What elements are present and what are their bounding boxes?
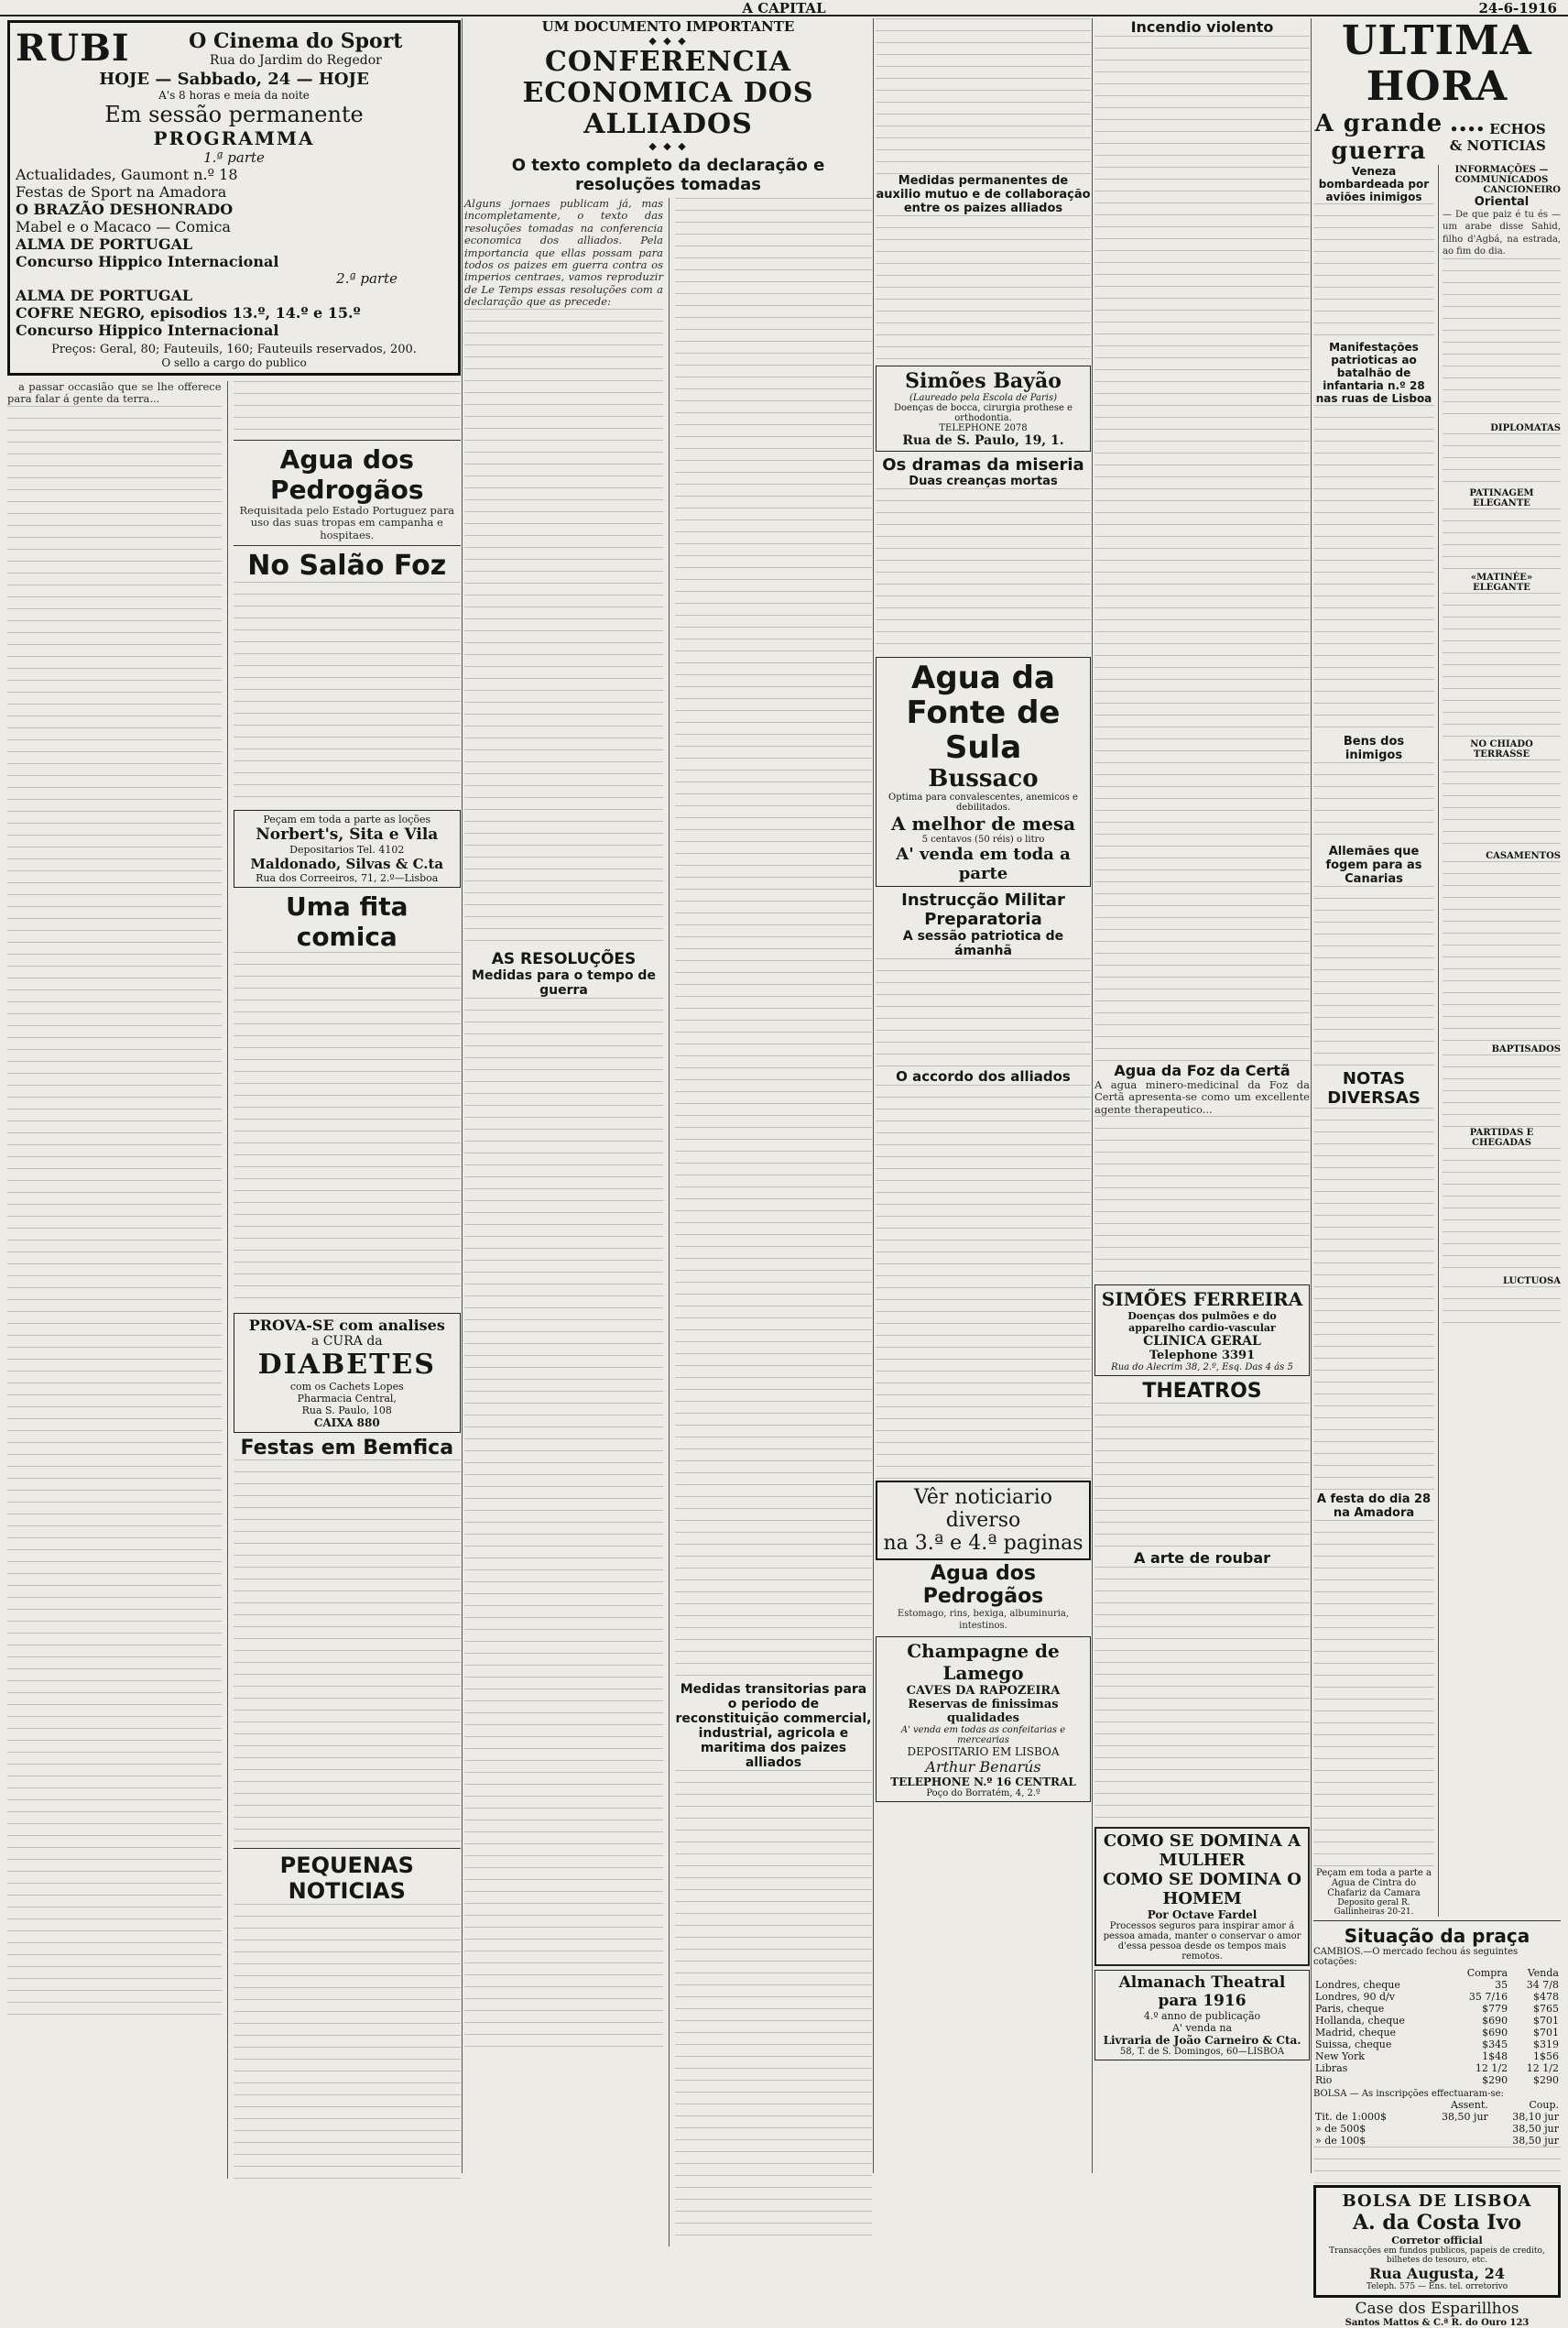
- table-cell: 12 1/2: [1526, 2062, 1559, 2074]
- ad-line: Poço do Borratém, 4, 2.º: [926, 1787, 1040, 1798]
- ad-line: A' venda em toda a parte: [896, 845, 1071, 883]
- ad-line: Norbert's, Sita e Vila: [256, 825, 439, 845]
- table-cell: Suissa, cheque: [1315, 2038, 1392, 2050]
- cinema-item: ALMA DE PORTUGAL: [16, 235, 193, 253]
- grande-guerra-title: A grande guerra: [1314, 110, 1443, 165]
- miseria-title: Os dramas da miseria: [882, 455, 1084, 475]
- ad-line: a CURA da: [310, 1334, 383, 1350]
- table-cell: Rio: [1315, 2074, 1333, 2086]
- article-intro: Alguns jornaes publicam já, mas incompletamente, o texto das resoluções tomadas na conferencia economica dos alliados. Pela importancia que ellas possam para todos os paizes em guerra contra os imperios centraes, vamos reproduzir de Le Temps essas resoluções com a declaração que as precede:: [464, 197, 663, 309]
- table-cell: New York: [1315, 2050, 1365, 2062]
- diabetes-ad: [234, 1313, 461, 1433]
- oriental-title: Oriental: [1474, 195, 1530, 209]
- article-title: CONFERENCIA ECONOMICA DOS ALLIADOS: [522, 46, 814, 140]
- table-row: [1313, 2111, 1561, 2123]
- text-block: [876, 215, 1091, 362]
- benfica-title: Festas em Bemfica: [240, 1437, 454, 1460]
- table-row: [1313, 2015, 1561, 2027]
- text-block: [464, 998, 663, 2051]
- cinema-prices: Preços: Geral, 80; Fauteuils, 160; Fauteuils reservados, 200.: [51, 343, 417, 356]
- table-cell: $701: [1533, 2015, 1559, 2027]
- ad-line: COMO SE DOMINA A MULHER: [1103, 1831, 1301, 1871]
- ornament: ◆ ◆ ◆: [648, 35, 688, 47]
- ad-line: Depositarios Tel. 4102: [289, 844, 405, 857]
- almanach-ad: [1094, 1970, 1310, 2060]
- table-cell: $290: [1533, 2074, 1559, 2086]
- miseria-sub: Duas creanças mortas: [909, 475, 1058, 488]
- luctuosa-title: LUCTUOSA: [1502, 1275, 1562, 1286]
- publication-name: A CAPITAL: [742, 0, 826, 16]
- ad-line: Simões Bayão: [905, 369, 1062, 393]
- foz-certa-text: A agua minero-medicinal da Foz da Certã apresenta-se como um excellente agente therapeutico...: [1094, 1078, 1310, 1116]
- table-cell: 1$48: [1482, 2050, 1508, 2062]
- ad-line: com os Cachets Lopes: [289, 1381, 404, 1394]
- column-2: [464, 18, 872, 2173]
- cinema-session: Em sessão permanente: [104, 102, 364, 127]
- instrucao-sub: A sessão patriotica de ámanhã: [902, 929, 1064, 958]
- text-block: [1094, 1567, 1310, 1823]
- column-1: [7, 18, 461, 2173]
- transitorias-title: Medidas transitorias para o periodo de reconstituição commercial, industrial, agricola e maritima dos paizes alliados: [675, 1682, 872, 1770]
- table-row: [1313, 2062, 1561, 2074]
- ad-line: PROVA-SE com analises: [248, 1317, 445, 1335]
- text-block: [876, 1085, 1091, 1479]
- allemaes-title: Allemães que fogem para as Canarias: [1325, 845, 1422, 886]
- notas-title: NOTAS DIVERSAS: [1327, 1069, 1421, 1108]
- cinema-address: Rua do Jardim do Regedor: [209, 52, 382, 68]
- cinema-ad: [7, 20, 461, 376]
- text-block: [234, 582, 461, 806]
- table-cell: 38,50 jur: [1442, 2111, 1488, 2123]
- baptisados-title: BAPTISADOS: [1491, 1044, 1562, 1055]
- table-row: [1313, 2038, 1561, 2050]
- column-5: [1313, 17, 1562, 2328]
- cinema-item: O BRAZÃO DESHONRADO: [16, 201, 234, 218]
- table-cell: Paris, cheque: [1315, 2003, 1385, 2015]
- ad-pedrogaos-text: Requisitada pelo Estado Portuguez para uso das suas tropas em campanha e hospitaes.: [239, 504, 455, 541]
- table-row: [1313, 2123, 1561, 2135]
- article-lead: a passar occasião que se lhe offerece para falar á gente da terra...: [7, 380, 222, 406]
- ad-line: Rua dos Correeiros, 71, 2.º—Lisboa: [256, 872, 439, 885]
- cinema-subtitle: O Cinema do Sport: [189, 28, 403, 53]
- ornament: ◆ ◆ ◆: [648, 140, 688, 152]
- column-rule: [1311, 18, 1312, 2173]
- ad-line: Rua do Alecrim 38, 2.º, Esq. Das 4 ás 5: [1111, 1362, 1293, 1373]
- ad-line: Rua S. Paulo, 108: [301, 1404, 392, 1417]
- column-rule: [1092, 18, 1093, 2173]
- table-cell: $319: [1533, 2038, 1559, 2050]
- table-cell: $345: [1482, 2038, 1508, 2050]
- norbert-ad: [234, 810, 461, 888]
- table-header-cell: Assent.: [1451, 2099, 1488, 2111]
- ad-line: Arthur Benarús: [925, 1757, 1041, 1776]
- text-block: [1313, 203, 1434, 341]
- poem-text: — De que paiz é tu és — um arabe disse Sahid, filho d'Agbá, na estrada, ao fim do dia.: [1443, 210, 1562, 257]
- article-kicker: UM DOCUMENTO IMPORTANTE: [541, 18, 795, 35]
- manifest-title: Manifestações patrioticas ao batalhão de infantaria n.º 28 nas ruas de Lisboa: [1315, 341, 1432, 405]
- medidas-perm-title: Medidas permanentes de auxilio mutuo e de collaboração entre os paizes alliados: [876, 174, 1091, 215]
- ad-line: Transacções em fundos publicos, papeis de credito, bilhetes do tesouro, etc.: [1329, 2246, 1545, 2265]
- table-cell: $690: [1482, 2027, 1508, 2038]
- ad-line: Doenças dos pulmões e do apparelho cardio-vascular: [1127, 1310, 1277, 1335]
- text-block: [1443, 593, 1561, 739]
- ad-line: Livraria de João Carneiro & Cta.: [1103, 2034, 1301, 2048]
- table-cell: » de 100$: [1315, 2135, 1367, 2147]
- mulher-ad: [1094, 1827, 1310, 1966]
- info-title: INFORMAÇÕES — COMMUNICADOS: [1454, 165, 1549, 185]
- text-block: [1094, 1403, 1310, 1549]
- instrucao-title: Instrucção Militar Preparatoria: [901, 891, 1065, 929]
- table-row: [1313, 2003, 1561, 2015]
- cinema-item: Festas de Sport na Amadora: [16, 183, 227, 201]
- table-cell: 34 7/8: [1526, 1979, 1559, 1991]
- veneza-title: Veneza bombardeada por aviões inimigos: [1318, 165, 1430, 203]
- text-block: [234, 952, 461, 1309]
- table-row: [1313, 2050, 1561, 2062]
- cinema-item: Actualidades, Gaumont n.º 18: [16, 166, 238, 183]
- text-block: [1313, 405, 1434, 735]
- cinema-item: Concurso Hippico Internacional: [16, 322, 279, 339]
- partidas-title: PARTIDAS E CHEGADAS: [1469, 1127, 1534, 1148]
- bolsa-head: BOLSA — As inscripções effectuaram-se:: [1313, 2089, 1504, 2099]
- table-cell: 38,50 jur: [1512, 2123, 1559, 2135]
- resolucoes-title: AS RESOLUÇÕES: [491, 949, 637, 968]
- cinema-stamp: O sello a cargo do publico: [161, 356, 307, 369]
- ad-line: SIMÕES FERREIRA: [1101, 1288, 1303, 1311]
- text-block: [1443, 760, 1561, 851]
- article-subtitle: O texto completo da declaração e resoluções tomadas: [511, 156, 825, 194]
- table-header: [1313, 2099, 1561, 2111]
- column-3: [876, 18, 1091, 2173]
- deposito-text: Deposito geral R. Gallinheiras 20-21.: [1334, 1898, 1414, 1917]
- incendio-title: Incendio violento: [1130, 18, 1274, 36]
- article-text: [7, 381, 222, 2018]
- text-block: [1443, 1286, 1561, 1323]
- text-block: [876, 958, 1091, 1068]
- cinema-item: Mabel e o Macaco — Comica: [16, 218, 231, 235]
- ad-line: (Laureado pela Escola de Paris): [909, 393, 1057, 403]
- column-4: [1094, 18, 1310, 2173]
- ad-line: Agua da Fonte de Sula: [906, 660, 1061, 766]
- table-cell: 38,50 jur: [1512, 2135, 1559, 2147]
- ad-line: Vêr noticiario: [914, 1486, 1052, 1509]
- cancioneiro-title: CANCIONEIRO: [1483, 185, 1562, 195]
- ad-line: COMO SE DOMINA O HOMEM: [1103, 1870, 1301, 1909]
- ad-line: DIABETES: [257, 1349, 436, 1382]
- ad-line: Almanach Theatral para 1916: [1118, 1973, 1286, 2011]
- masthead: [0, 0, 1568, 16]
- bayao-ad: [876, 366, 1091, 452]
- cambios-table: [1313, 1967, 1561, 2086]
- ad-line: na 3.ª e 4.ª paginas: [883, 1532, 1083, 1555]
- text-block: [1443, 508, 1561, 573]
- bens-title: Bens dos inimigos: [1343, 735, 1405, 762]
- ad-line: Rua de S. Paulo, 19, 1.: [902, 433, 1064, 448]
- esparillhos-line: Santos Mattos & C.ª R. do Ouro 123: [1345, 2318, 1530, 2328]
- pedrogaos2-text: Estomago, rins, bexiga, albuminuria, intestinos.: [897, 1609, 1070, 1632]
- text-block: [876, 18, 1091, 174]
- table-cell: $765: [1533, 2003, 1559, 2015]
- text-block: [1313, 762, 1434, 845]
- table-cell: Londres, 90 d/v: [1315, 1991, 1395, 2003]
- text-block: [675, 1770, 872, 2246]
- ferreira-ad: [1094, 1284, 1310, 1376]
- patinagem-title: PATINAGEM ELEGANTE: [1469, 487, 1534, 508]
- cinema-item: COFRE NEGRO, episodios 13.º, 14.º e 15.º: [16, 304, 361, 322]
- pecam-text: Peçam em toda a parte a Agua de Cintra do Chafariz da Camara: [1316, 1868, 1432, 1898]
- cinema-part1: 1.ª parte: [203, 149, 265, 166]
- lamego-ad: [876, 1636, 1091, 1802]
- cinema-title: RUBI: [16, 27, 130, 70]
- ad-line: Processos seguros para inspirar amor á pessoa amada, manter o conservar o amor d'essa pessoa desde os tempos mais remotos.: [1103, 1921, 1301, 1962]
- text-block: [1443, 258, 1561, 423]
- table-cell: $478: [1533, 1991, 1559, 2003]
- roubar-title: A arte de roubar: [1134, 1549, 1270, 1568]
- fita-title: Uma fita comica: [285, 891, 408, 953]
- ad-line: Por Octave Fardel: [1147, 1908, 1258, 1922]
- ad-line: Maldonado, Silvas & C.ta: [250, 856, 444, 873]
- text-block: [1443, 1148, 1561, 1276]
- situacao-title: Situação da praça: [1344, 1925, 1530, 1947]
- text-block: [1094, 36, 1310, 1062]
- ad-line: Pharmacia Central,: [297, 1393, 397, 1405]
- ad-line: A melhor de mesa: [890, 813, 1076, 835]
- table-cell: $690: [1482, 2015, 1508, 2027]
- ad-line: CLINICA GERAL: [1143, 1334, 1261, 1350]
- table-cell: 38,10 jur: [1512, 2111, 1559, 2123]
- ad-line: DEPOSITARIO EM LISBOA: [907, 1744, 1060, 1758]
- ad-line: Optima para convalescentes, anemicos e debilitados.: [888, 792, 1078, 813]
- ad-line: A' venda na: [1171, 2022, 1232, 2035]
- ad-line: CAVES DA RAPOZEIRA: [906, 1683, 1061, 1698]
- ad-line: A. da Costa Ivo: [1352, 2211, 1522, 2235]
- ad-line: Rua Augusta, 24: [1369, 2265, 1505, 2282]
- casamentos-title: CASAMENTOS: [1486, 850, 1562, 861]
- column-rule: [873, 18, 874, 2173]
- echos-title: •••• ECHOS & NOTICIAS: [1449, 121, 1546, 154]
- table-row: [1313, 1979, 1561, 1991]
- text-block: [675, 198, 872, 1682]
- ad-line: A' venda em todas as confeitarias e mercearias: [900, 1724, 1066, 1745]
- foz-certa-title: Agua da Foz da Certã: [1114, 1062, 1290, 1079]
- matinee-title: «MATINÉE» ELEGANTE: [1470, 572, 1533, 593]
- table-cell: 12 1/2: [1475, 2062, 1508, 2074]
- ad-line: 4.º anno de publicação: [1143, 2010, 1261, 2023]
- accordo-title: O accordo dos alliados: [896, 1068, 1071, 1085]
- ad-line: Bussaco: [928, 765, 1039, 792]
- cinema-item: ALMA DE PORTUGAL: [16, 287, 193, 304]
- text-block: [1443, 861, 1561, 1044]
- table-cell: Libras: [1315, 2062, 1348, 2074]
- table-header-cell: Venda: [1527, 1967, 1559, 1979]
- salao-foz-title: No Salão Foz: [247, 550, 447, 583]
- medidas-title: Medidas para o tempo de guerra: [472, 967, 656, 998]
- ad-line: 5 centavos (50 réis) o litro: [921, 835, 1045, 845]
- table-cell: Hollanda, cheque: [1315, 2015, 1405, 2027]
- text-block: [1313, 1108, 1434, 1492]
- pequenas-title: PEQUENAS NOTICIAS: [279, 1853, 414, 1905]
- table-row: [1313, 2027, 1561, 2038]
- table-row: [1313, 1991, 1561, 2003]
- ad-line: CAIXA 880: [313, 1416, 380, 1430]
- table-cell: $290: [1482, 2074, 1508, 2086]
- ad-line: diverso: [945, 1509, 1021, 1532]
- table-cell: $779: [1482, 2003, 1508, 2015]
- ad-line: Peçam em toda a parte as loções: [263, 814, 431, 826]
- text-block: [1094, 1116, 1310, 1281]
- theatros-title: THEATROS: [1142, 1380, 1262, 1404]
- text-block: [876, 488, 1091, 653]
- diplomatas-title: DIPLOMATAS: [1490, 422, 1562, 433]
- cinema-item: Concurso Hippico Internacional: [16, 253, 279, 270]
- text-block: [1313, 2147, 1561, 2183]
- issue-date: 24-6-1916: [1478, 0, 1557, 16]
- table-cell: Londres, cheque: [1315, 1979, 1400, 1991]
- noticiario-box: [876, 1481, 1091, 1560]
- table-cell: » de 500$: [1315, 2123, 1367, 2135]
- table-cell: 35 7/16: [1468, 1991, 1508, 2003]
- chiado-title: NO CHIADO TERRASSE: [1470, 738, 1533, 760]
- table-header-cell: Coup.: [1529, 2099, 1559, 2111]
- ad-line: BOLSA DE LISBOA: [1342, 2191, 1532, 2211]
- text-block: [1443, 433, 1561, 488]
- cinema-day: HOJE — Sabbado, 24 — HOJE: [99, 70, 369, 89]
- table-cell: Madrid, cheque: [1315, 2027, 1397, 2038]
- text-block: [234, 1904, 461, 2179]
- cinema-time: A's 8 horas e meia da noite: [158, 89, 310, 102]
- text-block: [464, 309, 663, 950]
- sula-ad: [876, 657, 1091, 887]
- table-header-cell: Compra: [1466, 1967, 1508, 1979]
- ad-pedrogaos-title: Agua dos Pedrogãos: [270, 444, 424, 505]
- text-block: [7, 406, 222, 2018]
- ad-line: Champagne de Lamego: [907, 1639, 1060, 1684]
- ad-line: Corretor official: [1391, 2235, 1483, 2246]
- cambios-head: CAMBIOS.—O mercado fechou ás seguintes cotações:: [1313, 1947, 1519, 1967]
- table-cell: Tit. de 1:000$: [1315, 2111, 1388, 2123]
- ad-line: 58, T. de S. Domingos, 60—LISBOA: [1119, 2047, 1285, 2058]
- table-cell: 1$56: [1533, 2050, 1559, 2062]
- text-block: [234, 1459, 461, 1844]
- bolsa-table: [1313, 2099, 1561, 2147]
- amadora-title: A festa do dia 28 na Amadora: [1316, 1492, 1432, 1520]
- table-row: [1313, 2074, 1561, 2086]
- pedrogaos2-title: Agua dos Pedrogãos: [922, 1562, 1044, 1608]
- bolsa-ad: [1313, 2185, 1561, 2298]
- ad-line: Teleph. 575 — Ens. tel. orretorivo: [1366, 2282, 1508, 2291]
- cinema-part2: 2.ª parte: [336, 270, 397, 287]
- ad-line: TELEPHONE N.º 16 CENTRAL: [890, 1775, 1076, 1788]
- ultima-hora-title: ULTIMA HORA: [1342, 17, 1532, 110]
- text-block: [234, 381, 461, 436]
- ad-line: Doenças de bocca, cirurgia prothese e orthodontia.: [894, 403, 1073, 423]
- column-rule: [462, 18, 463, 2173]
- table-row: [1313, 2135, 1561, 2147]
- table-cell: 35: [1495, 1979, 1508, 1991]
- text-block: [1443, 1055, 1561, 1128]
- table-header: [1313, 1967, 1561, 1979]
- ad-line: Reservas de finissimas qualidades: [908, 1697, 1059, 1725]
- esparillhos-ad: Case dos Esparillhos: [1355, 2300, 1519, 2318]
- text-block: [1313, 886, 1434, 1069]
- ad-line: Telephone 3391: [1149, 1349, 1256, 1363]
- text-block: [1313, 1520, 1434, 1868]
- table-cell: $701: [1533, 2027, 1559, 2038]
- cinema-programme: PROGRAMMA: [153, 127, 315, 149]
- ad-line: TELEPHONE 2078: [939, 423, 1028, 433]
